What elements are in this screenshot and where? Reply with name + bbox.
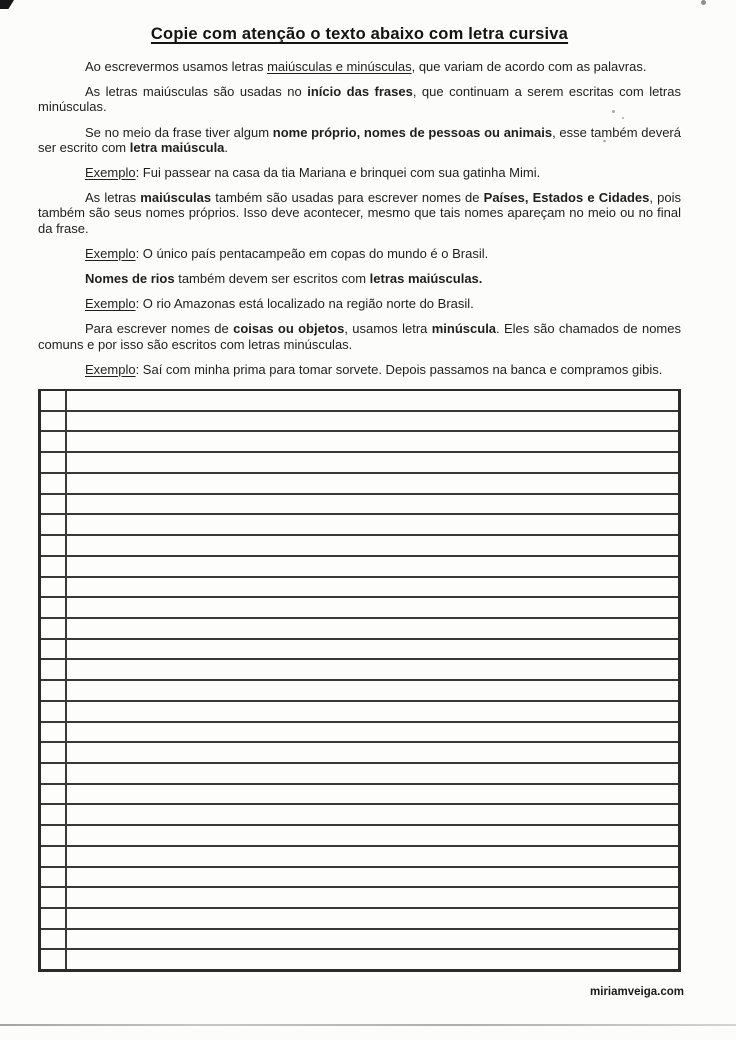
paragraph-intro: Ao escrevermos usamos letras maiúsculas e minúsculas, que variam de acordo com as palavras. xyxy=(85,59,647,74)
paragraph-nome-proprio: Se no meio da frase tiver algum nome próprio, nomes de pessoas ou animais, esse também deverá ser escrito com letra maiúscula. xyxy=(38,124,681,155)
scan-edge-line xyxy=(0,1024,736,1026)
writing-line xyxy=(41,909,678,930)
writing-line xyxy=(41,950,678,969)
writing-line xyxy=(41,391,678,412)
writing-line xyxy=(41,888,678,909)
writing-lines-area xyxy=(38,389,681,972)
paragraph-paises-estados-cidades: As letras maiúsculas também são usadas para escrever nomes de Países, Estados e Cidades, pois também são seus nomes próprios. Isso deve acontecer, mesmo que tais nomes apareçam no meio ou no final da frase. xyxy=(38,190,681,236)
writing-line xyxy=(41,557,678,578)
writing-line xyxy=(41,785,678,806)
writing-line xyxy=(41,536,678,557)
writing-line xyxy=(41,515,678,536)
example-brasil-pentacampeao: Exemplo: O único país pentacampeão em copas do mundo é o Brasil. xyxy=(85,245,489,261)
writing-line xyxy=(41,660,678,681)
writing-lines xyxy=(41,391,678,969)
writing-line xyxy=(41,619,678,640)
writing-line xyxy=(41,432,678,453)
writing-line xyxy=(41,826,678,847)
paragraph-maiusculas-inicio-frases: As letras maiúsculas são usadas no início das frases, que continuam a serem escritas com letras minúsculas. xyxy=(38,84,681,115)
writing-line xyxy=(41,474,678,495)
scan-speck xyxy=(701,0,706,5)
writing-line xyxy=(41,702,678,723)
writing-line xyxy=(41,681,678,702)
footer-credit: miriamveiga.com xyxy=(590,986,684,998)
worksheet-title xyxy=(38,25,681,44)
paragraph-nomes-de-rios: Nomes de rios também devem ser escritos com letras maiúsculas. xyxy=(85,271,483,287)
example-rio-amazonas: Exemplo: O rio Amazonas está localizado na região norte do Brasil. xyxy=(85,296,474,312)
example-sorvete-gibis: Exemplo: Saí com minha prima para tomar sorvete. Depois passamos na banca e compramos gibis. xyxy=(85,361,663,377)
writing-line xyxy=(41,598,678,619)
writing-line xyxy=(41,868,678,889)
margin-rule xyxy=(65,391,67,969)
writing-line xyxy=(41,723,678,744)
paragraph-coisas-objetos: Para escrever nomes de coisas ou objetos, usamos letra minúscula. Eles são chamados de nomes comuns e por isso são escritos com letras minúsculas. xyxy=(38,321,681,352)
worksheet-title-text: Copie com atenção o texto abaixo com letra cursiva xyxy=(150,25,569,43)
writing-line xyxy=(41,805,678,826)
writing-line xyxy=(41,578,678,599)
writing-line xyxy=(41,495,678,516)
worksheet-content xyxy=(38,25,681,972)
writing-line xyxy=(41,764,678,785)
writing-line xyxy=(41,453,678,474)
text-block xyxy=(38,59,681,377)
example-mariana: Exemplo: Fui passear na casa da tia Mariana e brinquei com sua gatinha Mimi. xyxy=(85,165,541,181)
scan-artifact-corner xyxy=(0,0,14,9)
writing-line xyxy=(41,412,678,433)
writing-line xyxy=(41,640,678,661)
writing-line xyxy=(41,847,678,868)
writing-line xyxy=(41,930,678,951)
writing-line xyxy=(41,743,678,764)
